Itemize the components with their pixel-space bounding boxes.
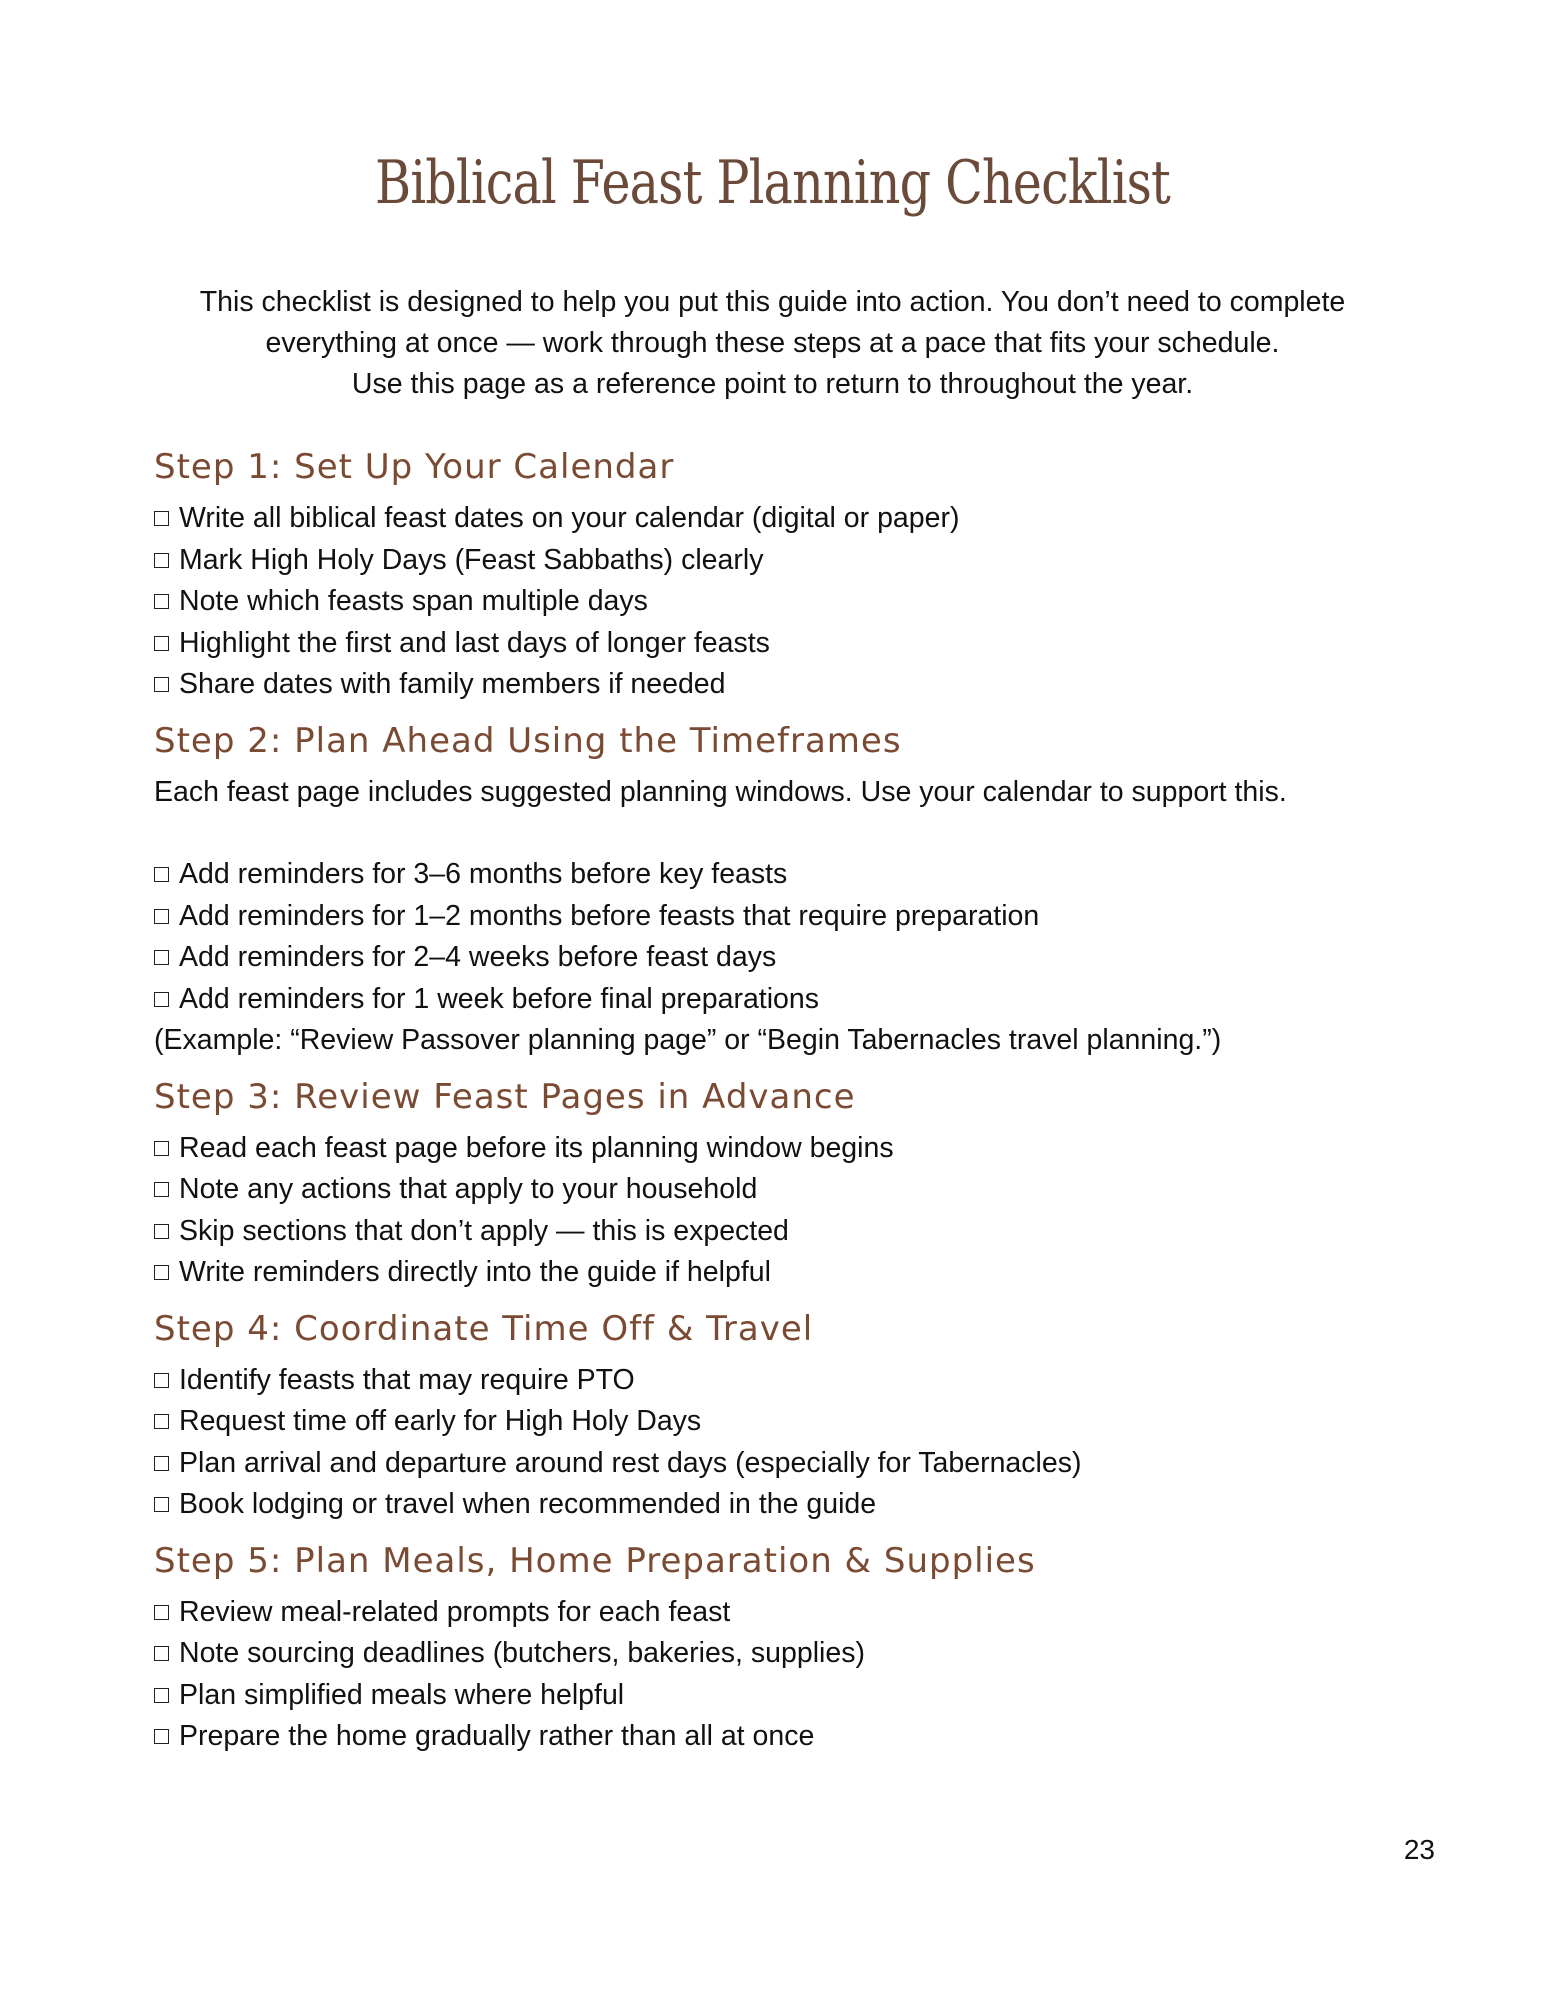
checkbox-icon[interactable] [154, 992, 169, 1007]
checklist-item [154, 1128, 1414, 1170]
checkbox-icon[interactable] [154, 1414, 169, 1429]
checklist-item [154, 664, 1414, 706]
checklist-item-label: Note sourcing deadlines (butchers, bakeries, supplies) [179, 1637, 865, 1669]
checklist-item-label: Write reminders directly into the guide if helpful [179, 1256, 771, 1288]
checklist [154, 1128, 1414, 1294]
intro-line: This checklist is designed to help you put this guide into action. You don’t need to complete [199, 286, 1346, 318]
step-heading: Step 5: Plan Meals, Home Preparation & Supplies [154, 1540, 1036, 1581]
checklist [154, 498, 1414, 706]
intro-line: Use this page as a reference point to return to throughout the year. [351, 368, 1194, 400]
checklist-item-label: Note any actions that apply to your household [179, 1173, 758, 1205]
checklist-item [154, 1211, 1414, 1253]
checklist-item-label: Add reminders for 3–6 months before key feasts [179, 858, 788, 890]
step-5-section [154, 1530, 1414, 1758]
checkbox-icon[interactable] [154, 1373, 169, 1388]
checklist-item [154, 540, 1414, 582]
checkbox-icon[interactable] [154, 594, 169, 609]
step-heading: Step 4: Coordinate Time Off & Travel [154, 1308, 814, 1349]
checklist-item [154, 498, 1414, 540]
checkbox-icon[interactable] [154, 511, 169, 526]
checklist-item [154, 854, 1414, 896]
checklist-item-label: Write all biblical feast dates on your calendar (digital or paper) [179, 502, 960, 534]
checklist-content [154, 436, 1414, 1762]
checkbox-icon[interactable] [154, 1141, 169, 1156]
checklist-item-label: Mark High Holy Days (Feast Sabbaths) clearly [179, 543, 764, 576]
checkbox-icon[interactable] [154, 636, 169, 651]
checklist-item-label: Book lodging or travel when recommended in the guide [179, 1488, 877, 1520]
checkbox-icon[interactable] [154, 1224, 169, 1239]
step-2-section [154, 710, 1414, 1062]
checklist-item-label: Highlight the first and last days of longer feasts [179, 626, 770, 659]
checklist-item-label: Review meal-related prompts for each feast [179, 1595, 731, 1628]
step-heading: Step 2: Plan Ahead Using the Timeframes [154, 720, 902, 761]
checkbox-icon[interactable] [154, 867, 169, 882]
checkbox-icon[interactable] [154, 1688, 169, 1703]
checklist-item [154, 1484, 1414, 1526]
checklist-item-label: Plan simplified meals where helpful [179, 1678, 625, 1711]
checklist-item-label: Share dates with family members if needed [179, 668, 726, 700]
checkbox-icon[interactable] [154, 1646, 169, 1661]
step-1-section [154, 436, 1414, 706]
checkbox-icon[interactable] [154, 1456, 169, 1471]
checklist-item-label: Add reminders for 1 week before final preparations [179, 982, 820, 1015]
checklist-item-label: Plan arrival and departure around rest days (especially for Tabernacles) [179, 1446, 1082, 1479]
checklist-item-label: Add reminders for 2–4 weeks before feast days [179, 941, 777, 973]
checklist-item-label: Request time off early for High Holy Days [179, 1405, 702, 1437]
checklist-item-label: Prepare the home gradually rather than all at once [179, 1720, 815, 1752]
checklist-item [154, 937, 1414, 979]
checklist-item [154, 1401, 1414, 1443]
checkbox-icon[interactable] [154, 1265, 169, 1280]
step-3-section [154, 1066, 1414, 1294]
checkbox-icon[interactable] [154, 553, 169, 568]
checklist-item [154, 896, 1414, 938]
checklist [154, 854, 1414, 1020]
checklist-item-label: Note which feasts span multiple days [179, 585, 648, 617]
checklist-item-label: Skip sections that don’t apply — this is expected [179, 1214, 789, 1247]
checklist-item [154, 623, 1414, 665]
checklist-item [154, 1360, 1414, 1402]
checklist-item [154, 1252, 1414, 1294]
page-number: 23 [1403, 1834, 1435, 1865]
step-4-section [154, 1298, 1414, 1526]
checklist-item [154, 581, 1414, 623]
checklist-item [154, 1443, 1414, 1485]
checkbox-icon[interactable] [154, 1182, 169, 1197]
checklist-item [154, 1592, 1414, 1634]
checkbox-icon[interactable] [154, 1497, 169, 1512]
checklist-item-label: Identify feasts that may require PTO [179, 1363, 635, 1396]
checklist-item [154, 1675, 1414, 1717]
checkbox-icon[interactable] [154, 909, 169, 924]
step-heading: Step 3: Review Feast Pages in Advance [154, 1076, 856, 1117]
checklist-item [154, 1716, 1414, 1758]
checkbox-icon[interactable] [154, 1605, 169, 1620]
page-title: Biblical Feast Planning Checklist [374, 148, 1171, 218]
checklist-item-label: Add reminders for 1–2 months before feasts that require preparation [179, 899, 1040, 932]
checklist [154, 1592, 1414, 1758]
intro-line: everything at once — work through these steps at a pace that fits your schedule. [265, 327, 1280, 359]
checklist-item [154, 1169, 1414, 1211]
checkbox-icon[interactable] [154, 1729, 169, 1744]
checklist-item [154, 1633, 1414, 1675]
intro-text [120, 282, 1425, 405]
step-description: Each feast page includes suggested planning windows. Use your calendar to support this. [154, 775, 1287, 808]
checkbox-icon[interactable] [154, 677, 169, 692]
checklist [154, 1360, 1414, 1526]
step-example-note: (Example: “Review Passover planning page” or “Begin Tabernacles travel planning.”) [154, 1024, 1222, 1056]
checklist-item-label: Read each feast page before its planning window begins [179, 1131, 894, 1164]
checklist-item [154, 979, 1414, 1021]
checkbox-icon[interactable] [154, 950, 169, 965]
step-heading: Step 1: Set Up Your Calendar [154, 447, 675, 487]
